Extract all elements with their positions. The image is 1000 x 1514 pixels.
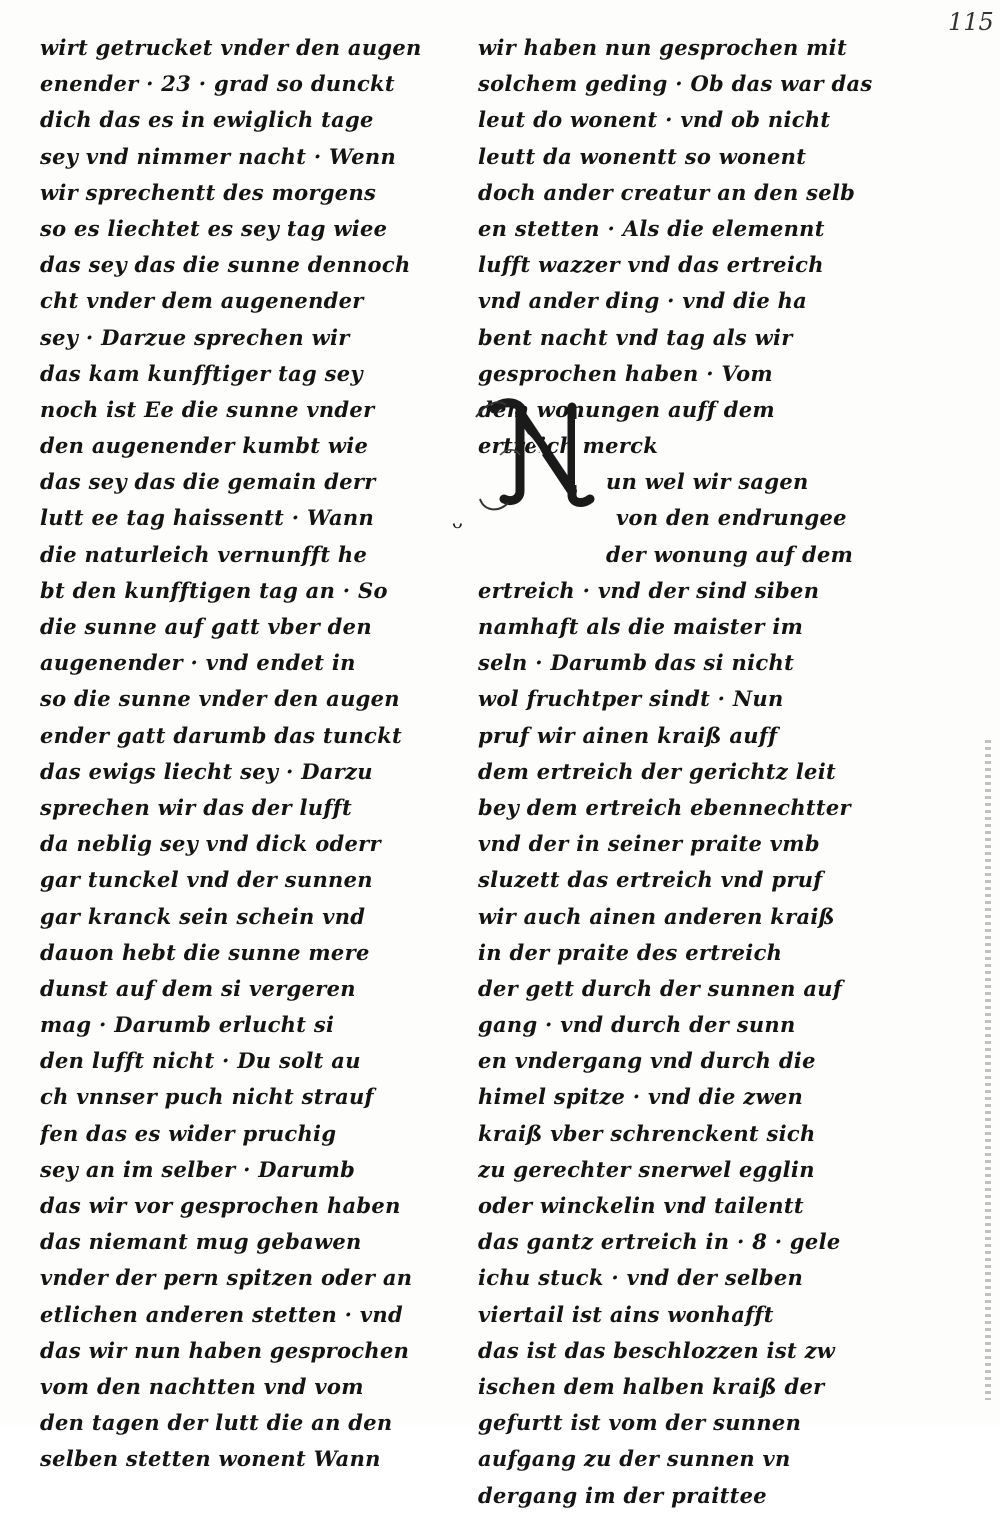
left-column-line: fen das es wider pruchig (40, 1120, 337, 1146)
right-column-line: wir auch ainen anderen kraiß (478, 903, 835, 929)
right-column-line: wir haben nun gesprochen mit (478, 35, 847, 60)
right-column-line: solchem geding · Ob das war das (478, 71, 873, 97)
right-column-line: von den endrungee (616, 505, 847, 531)
decorated-initial-n (472, 395, 612, 515)
folio-number: 115 (948, 8, 994, 36)
left-column-line: noch ist Ee die sunne vnder (40, 396, 375, 422)
left-column-line: sey vnd nimmer nacht · Wenn (40, 143, 397, 169)
right-column-line: en vndergang vnd durch die (478, 1048, 816, 1074)
right-column-line: das ist das beschlozzen ist zw (478, 1337, 836, 1363)
left-column-line: so es liechtet es sey tag wiee (40, 215, 388, 241)
left-column-line: wirt getrucket vnder den augen (40, 35, 422, 60)
left-column-line: das wir nun haben gesprochen (40, 1337, 410, 1363)
left-column-line: gar kranck sein schein vnd (40, 903, 366, 929)
left-column-line: enender · 23 · grad so dunckt (40, 71, 395, 97)
left-column-line: mag · Darumb erlucht si (40, 1012, 335, 1038)
right-column-line: der wonung auf dem (606, 541, 854, 567)
right-column-line: pruf wir ainen kraiß auff (478, 722, 778, 748)
right-column-line: bent nacht vnd tag als wir (478, 324, 793, 350)
margin-mark: ᴗ (452, 512, 463, 533)
left-column-line: die naturleich vernunfft he (40, 541, 368, 567)
left-column-line: das sey das die gemain derr (40, 469, 376, 495)
right-column-line: en stetten · Als die elemennt (478, 215, 825, 241)
left-column-line: den lufft nicht · Du solt au (40, 1048, 361, 1074)
right-column-line: sluzett das ertreich vnd pruf (478, 867, 823, 893)
right-column-line: un wel wir sagen (606, 469, 809, 495)
left-column-line: etlichen anderen stetten · vnd (40, 1301, 403, 1327)
right-column-line: aufgang zu der sunnen vn (478, 1446, 791, 1472)
left-column-line: da neblig sey vnd dick oderr (40, 831, 381, 857)
right-column-line: dergang im der praittee (478, 1482, 767, 1508)
right-column-line: ischen dem halben kraiß der (478, 1373, 825, 1399)
left-column-line: das kam kunfftiger tag sey (40, 360, 363, 386)
right-column-line: das gantz ertreich in · 8 · gele (478, 1229, 841, 1255)
left-column-line: sey · Darzue sprechen wir (40, 324, 350, 350)
right-column-line: ichu stuck · vnd der selben (478, 1265, 804, 1291)
left-column-line: ender gatt darumb das tunckt (40, 722, 402, 748)
right-column-line: gefurtt ist vom der sunnen (478, 1410, 802, 1436)
right-column-line: lufft wazzer vnd das ertreich (478, 252, 824, 278)
right-column-line: dem wonungen auff dem (478, 396, 775, 422)
page-edge-shadow (985, 740, 991, 1400)
right-column-line: leutt da wonentt so wonent (478, 143, 807, 169)
left-text-column (40, 30, 440, 1478)
left-column-line: augenender · vnd endet in (40, 650, 356, 676)
right-column-line: kraiß vber schrenckent sich (478, 1120, 816, 1146)
left-column-line: selben stetten wonent Wann (40, 1446, 381, 1472)
left-column-line: sprechen wir das der lufft (40, 794, 353, 820)
right-column-line: oder winckelin vnd tailentt (478, 1193, 804, 1218)
left-column-line: dich das es in ewiglich tage (40, 107, 374, 133)
left-column-line: das wir vor gesprochen haben (40, 1193, 401, 1218)
left-column-line: das ewigs liecht sey · Darzu (40, 758, 373, 784)
left-column-line: bt den kunfftigen tag an · So (40, 577, 388, 603)
right-column-line: bey dem ertreich ebennechtter (478, 794, 851, 820)
right-column-line: ertreich merck (478, 433, 659, 459)
left-column-line: dunst auf dem si vergeren (40, 975, 356, 1001)
right-column-line: ertreich · vnd der sind siben (478, 577, 820, 603)
right-column-line: namhaft als die maister im (478, 614, 804, 639)
right-column-line: gang · vnd durch der sunn (478, 1012, 796, 1038)
right-text-column (478, 30, 898, 1514)
left-column-line: den augenender kumbt wie (40, 433, 369, 459)
left-column-line: vnder der pern spitzen oder an (40, 1265, 413, 1291)
left-column-line: wir sprechentt des morgens (40, 179, 377, 205)
left-column-line: dauon hebt die sunne mere (40, 939, 370, 965)
right-column-line: zu gerechter snerwel egglin (478, 1156, 815, 1182)
left-column-line: den tagen der lutt die an den (40, 1410, 393, 1436)
left-column-line: gar tunckel vnd der sunnen (40, 867, 373, 893)
right-column-line: leut do wonent · vnd ob nicht (478, 107, 831, 133)
left-column-line: ch vnnser puch nicht strauf (40, 1084, 374, 1110)
left-column-line: das niemant mug gebawen (40, 1229, 362, 1255)
right-column-line: vnd ander ding · vnd die ha (478, 288, 808, 314)
right-column-line: vnd der in seiner praite vmb (478, 831, 820, 857)
left-column-line: sey an im selber · Darumb (40, 1156, 356, 1182)
left-column-line: vom den nachtten vnd vom (40, 1373, 364, 1399)
right-column-line: gesprochen haben · Vom (478, 360, 773, 386)
right-column-line: himel spitze · vnd die zwen (478, 1084, 804, 1110)
left-column-line: das sey das die sunne dennoch (40, 252, 411, 278)
left-column-line: cht vnder dem augenender (40, 288, 364, 314)
right-column-line: wol fruchtper sindt · Nun (478, 686, 784, 712)
right-column-line: seln · Darumb das si nicht (478, 650, 795, 676)
left-column-line: die sunne auf gatt vber den (40, 614, 372, 639)
right-column-line: in der praite des ertreich (478, 939, 783, 965)
right-column-line: der gett durch der sunnen auf (478, 975, 843, 1001)
right-column-line: dem ertreich der gerichtz leit (478, 758, 836, 784)
right-column-line: viertail ist ains wonhafft (478, 1301, 774, 1327)
right-column-line: doch ander creatur an den selb (478, 179, 856, 205)
left-column-line: so die sunne vnder den augen (40, 686, 400, 712)
left-column-line: lutt ee tag haissentt · Wann (40, 505, 375, 531)
